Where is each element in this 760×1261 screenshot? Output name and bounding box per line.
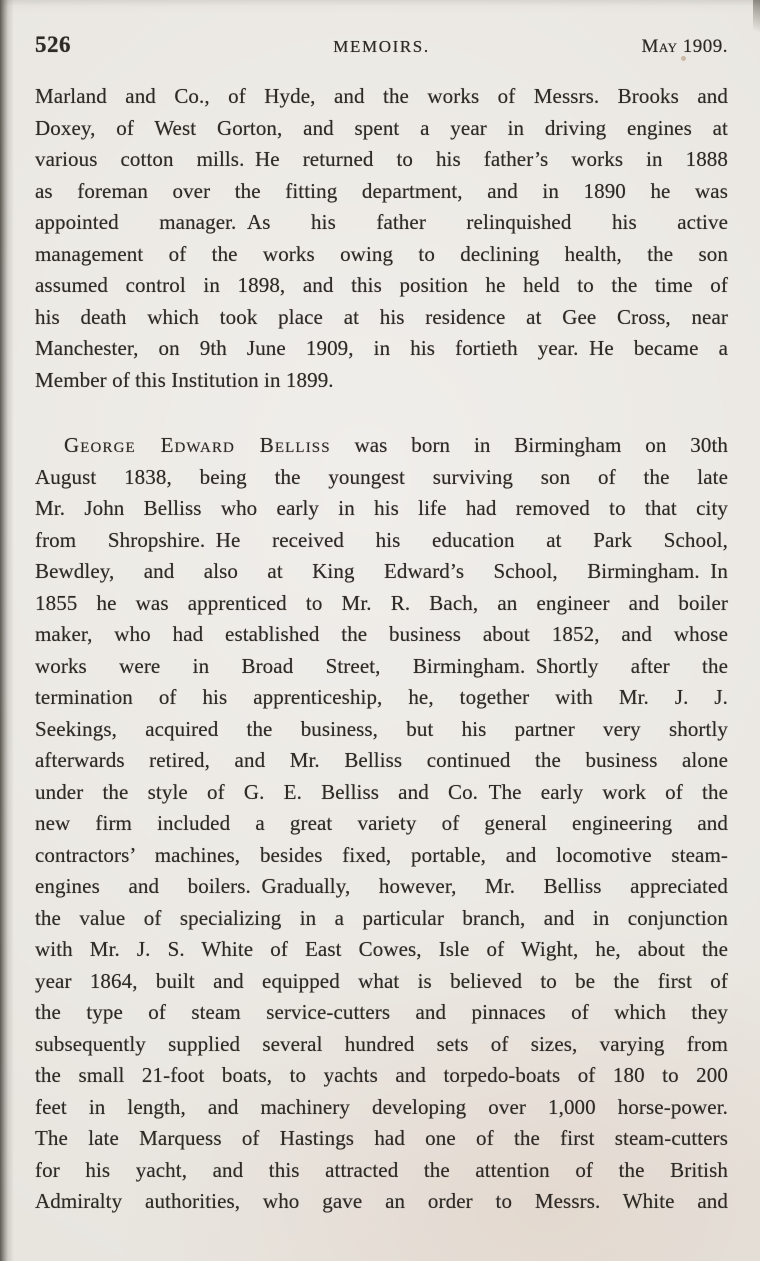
- text-line: termination of his apprenticeship, he, together with Mr. J. J.: [35, 685, 728, 709]
- header-date: [430, 36, 728, 58]
- text-line: engines and boilers. Gradually, however, Mr. Belliss appreciated: [35, 874, 728, 898]
- text-line: assumed control in 1898, and this position he held to the time of: [35, 273, 728, 297]
- text-line: various cotton mills. He returned to his father’s works in 1888: [35, 147, 728, 171]
- text-line: works were in Broad Street, Birmingham. Shortly after the: [35, 653, 728, 678]
- text-line: with Mr. J. S. White of East Cowes, Isle of Wight, he, about the: [35, 937, 728, 961]
- page-body: [35, 81, 728, 1218]
- text-line: subsequently supplied several hundred sets of sizes, varying from: [35, 1031, 728, 1056]
- text-line: for his yacht, and this attracted the attention of the British: [35, 1157, 728, 1182]
- text-line: new firm included a great variety of general engineering and: [35, 811, 728, 835]
- text-line: Admiralty authorities, who gave an order to Messrs. White and: [35, 1189, 728, 1213]
- text-line: the value of specializing in a particular branch, and in conjunction: [35, 905, 728, 930]
- text-line: The late Marquess of Hastings had one of the first steam-cutters: [35, 1126, 728, 1150]
- header-date-month: May: [641, 36, 678, 57]
- text-line: Doxey, of West Gorton, and spent a year in driving engines at: [35, 115, 728, 140]
- text-line: the type of steam service-cutters and pinnaces of which they: [35, 1000, 728, 1024]
- text-line: as foreman over the fitting department, and in 1890 he was: [35, 178, 728, 203]
- text-line: Manchester, on 9th June 1909, in his fortieth year. He became a: [35, 336, 728, 360]
- text-line: under the style of G. E. Belliss and Co. The early work of the: [35, 779, 728, 804]
- text-line: August 1838, being the youngest surviving son of the late: [35, 464, 728, 489]
- paragraph: [35, 430, 728, 1218]
- text-line: George Edward Belliss was born in Birmingham on 30th: [64, 433, 728, 457]
- text-line: Member of this Institution in 1899.: [35, 367, 334, 392]
- page-number: 526: [35, 32, 71, 57]
- text-line: appointed manager. As his father relinquished his active: [35, 210, 728, 234]
- text-line: contractors’ machines, besides fixed, portable, and locomotive steam-: [35, 842, 728, 867]
- text-line: year 1864, built and equipped what is believed to be the first of: [35, 968, 728, 993]
- text-line: his death which took place at his residence at Gee Cross, near: [35, 304, 728, 329]
- text-line: 1855 he was apprenticed to Mr. R. Bach, an engineer and boiler: [35, 590, 728, 615]
- text-line: the small 21-foot boats, to yachts and torpedo-boats of 180 to 200: [35, 1063, 728, 1087]
- paragraph: [35, 81, 728, 396]
- text-line: Bewdley, and also at King Edward’s School, Birmingham. In: [35, 559, 728, 583]
- page-content: [35, 32, 728, 1218]
- running-header: [35, 32, 728, 58]
- text-line: Marland and Co., of Hyde, and the works of Messrs. Brooks and: [35, 84, 728, 108]
- text-line: Mr. John Belliss who early in his life had removed to that city: [35, 496, 728, 520]
- running-title: MEMOIRS.: [333, 37, 430, 56]
- text-line: feet in length, and machinery developing over 1,000 horse-power.: [35, 1094, 728, 1119]
- text-line: afterwards retired, and Mr. Belliss continued the business alone: [35, 748, 728, 772]
- text-line: maker, who had established the business about 1852, and whose: [35, 622, 728, 646]
- text-line: Seekings, acquired the business, but his partner very shortly: [35, 716, 728, 741]
- header-date-year: 1909.: [677, 36, 728, 57]
- person-name-smallcaps: George Edward Belliss: [64, 433, 331, 457]
- text-line: management of the works owing to declining health, the son: [35, 241, 728, 266]
- text-line: from Shropshire. He received his education at Park School,: [35, 527, 728, 552]
